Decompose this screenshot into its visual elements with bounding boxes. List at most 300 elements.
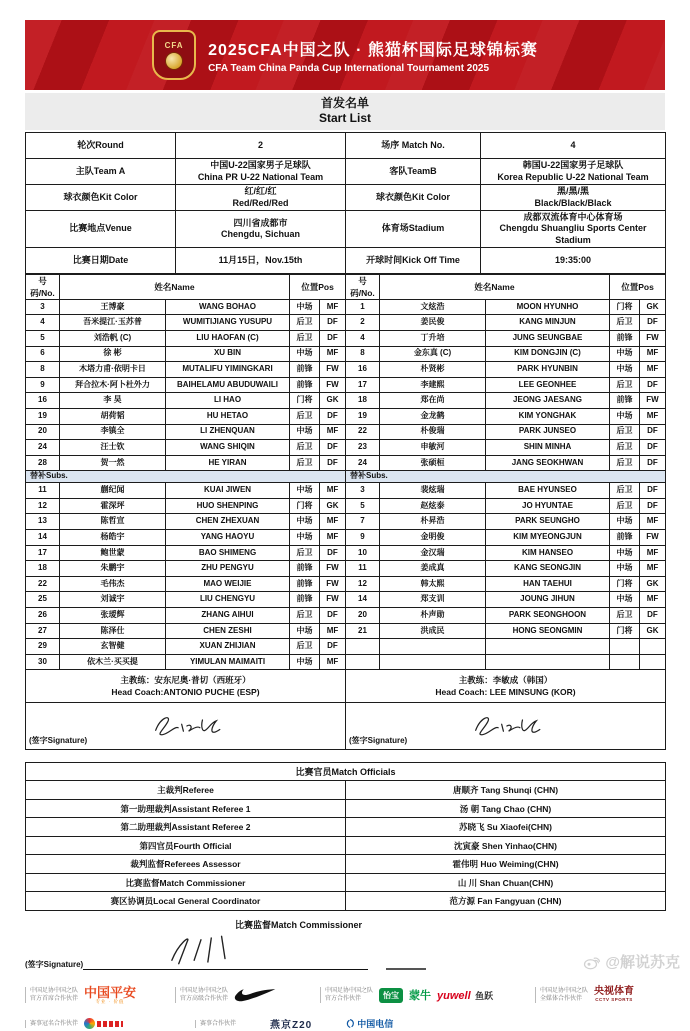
sponsor-caption-tier: 官方高级合作伙伴 [180,996,229,1003]
player-name-cn: 朱鹏宇 [60,561,166,577]
player-pos-cn: 后卫 [610,455,640,471]
section-title-bar [25,93,665,130]
player-name-cn: 吾米提江·玉苏普 [60,315,166,331]
sponsor-row-1 [25,986,665,1005]
official-role: 第一助理裁判Assistant Referee 1 [26,799,346,818]
player-pos-cn: 中场 [610,561,640,577]
player-pos-cn: 中场 [290,530,320,546]
player-row [26,362,346,378]
player-number: 9 [26,377,60,393]
player-row [26,455,346,471]
signature-label: (签字Signature) [349,735,408,745]
team-b-subs-band: 替补Subs. [346,471,666,483]
player-name-en: CHEN ZHEXUAN [166,514,290,530]
player-pos-en: FW [640,330,666,346]
player-pos-en: DF [320,639,346,655]
player-name-en: HAN TAEHUI [486,576,610,592]
weibo-icon [583,953,601,971]
player-name-en [486,639,610,655]
info-value: 19:35:00 [481,247,666,273]
player-number: 9 [346,530,380,546]
player-number: 4 [26,315,60,331]
player-name-en: PARK JUNSEO [486,424,610,440]
cfa-logo-text: CFA [164,40,184,50]
player-number: 1 [346,299,380,315]
player-pos-cn: 门将 [610,576,640,592]
sponsor-caption-tier: 赛事冠名合作伙伴 [30,1020,79,1027]
sponsor-caption-org: 中国足协中国之队 [30,988,79,995]
player-row [26,408,346,424]
player-pos-cn: 后卫 [290,440,320,456]
player-name-en: ZHU PENGYU [166,561,290,577]
section-title-en: Start List [318,111,371,125]
signature-line [83,955,368,970]
player-number: 13 [26,514,60,530]
sponsor-caption-org: 中国足协中国之队 [540,988,589,995]
info-label: 场序 Match No. [346,133,481,159]
player-pos-en: FW [640,530,666,546]
player-name-en: YIMULAN MAIMAITI [166,654,290,670]
player-pos-en: DF [640,440,666,456]
player-name-cn: 蒯纪闻 [60,483,166,499]
player-row [26,639,346,655]
player-pos-en: MF [320,346,346,362]
player-pos-en: MF [320,299,346,315]
sponsor-row-2 [25,1016,665,1031]
commissioner-signature-block [25,918,665,970]
player-name-cn: 朴昇浩 [380,514,486,530]
player-number: 7 [346,514,380,530]
signature-label: (签字Signature) [25,959,84,969]
player-name-cn: 拜合拉木·阿卜杜外力 [60,377,166,393]
player-number: 19 [26,408,60,424]
sponsor-caption-org: 中国足协中国之队 [325,988,374,995]
sponsor-caption-org: 中国足协中国之队 [180,988,229,995]
player-pos-cn: 中场 [290,424,320,440]
player-name-cn: 裴炫瑞 [380,483,486,499]
player-number [346,654,380,670]
china-telecom-logo: 中国电信 [346,1017,393,1030]
official-name: 唐顺齐 Tang Shunqi (CHN) [346,781,666,800]
officials-title: 比赛官员Match Officials [26,763,666,781]
player-name-en: BAE HYUNSEO [486,483,610,499]
player-pos-cn: 中场 [610,346,640,362]
player-pos-cn: 前锋 [290,576,320,592]
player-pos-en: FW [320,592,346,608]
official-row [26,818,666,837]
player-row [26,592,346,608]
player-name-en: BAIHELAMU ABUDUWAILI [166,377,290,393]
info-value: 成都双流体育中心体育场 Chengdu Shuangliu Sports Center Stadium [481,211,666,248]
player-pos-en: DF [320,408,346,424]
player-pos-en: FW [320,362,346,378]
player-pos-en: MF [320,514,346,530]
player-row [346,393,666,409]
info-value: 11月15日，Nov.15th [176,247,346,273]
match-info-row [26,159,666,185]
player-name-en: JO HYUNTAE [486,498,610,514]
player-number: 24 [346,455,380,471]
player-row [26,623,346,639]
player-name-cn: 张硕桓 [380,455,486,471]
player-name-en: KIM MYEONGJUN [486,530,610,546]
player-row [26,315,346,331]
player-row [26,377,346,393]
player-row [26,299,346,315]
player-pos-en: FW [320,576,346,592]
player-name-en: KANG MINJUN [486,315,610,331]
player-row [26,654,346,670]
player-number: 12 [346,576,380,592]
player-pos-en: MF [640,592,666,608]
official-row [26,836,666,855]
player-name-en: SHIN MINHA [486,440,610,456]
player-pos-en: MF [640,362,666,378]
player-pos-cn: 中场 [610,514,640,530]
player-number: 23 [346,440,380,456]
player-pos-cn [610,654,640,670]
player-row [26,346,346,362]
signature-label: (签字Signature) [29,735,88,745]
player-number: 19 [346,408,380,424]
official-name: 山 川 Shan Chuan(CHN) [346,873,666,892]
player-pos-en: DF [320,545,346,561]
player-name-en: HUO SHENPING [166,498,290,514]
player-name-cn: 刘浩帆 (C) [60,330,166,346]
player-name-en: KANG SEONGJIN [486,561,610,577]
match-info-row [26,133,666,159]
player-name-cn: 李建熙 [380,377,486,393]
player-pos-cn: 门将 [610,623,640,639]
player-number: 8 [26,362,60,378]
telecom-icon [346,1019,355,1028]
player-row [346,530,666,546]
player-pos-cn: 后卫 [610,315,640,331]
player-row [26,330,346,346]
player-pos-cn: 前锋 [610,530,640,546]
player-name-en: XUAN ZHIJIAN [166,639,290,655]
info-label: 开球时间Kick Off Time [346,247,481,273]
nike-swoosh-icon [234,988,276,1003]
player-number: 8 [346,346,380,362]
player-pos-cn: 门将 [290,498,320,514]
team-b-coach-en: Head Coach: LEE MINSUNG (KOR) [435,687,576,698]
player-row [26,393,346,409]
player-pos-cn: 后卫 [610,377,640,393]
player-pos-en: MF [320,654,346,670]
team-b-table [345,274,666,751]
player-row [26,608,346,624]
official-name: 范方源 Fan Fangyuan (CHN) [346,892,666,911]
tournament-banner [25,20,665,90]
official-name: 苏晓飞 Su Xiaofei(CHN) [346,818,666,837]
player-pos-en: GK [640,299,666,315]
player-number: 16 [346,362,380,378]
player-name-cn: 文炫浩 [380,299,486,315]
team-a-subs-band: 替补Subs. [26,471,346,483]
yanjing-logo: 燕京Z20 [270,1020,313,1031]
player-pos-cn: 中场 [290,299,320,315]
player-name-en: KIM DONGJIN (C) [486,346,610,362]
player-name-en: CHEN ZESHI [166,623,290,639]
col-name: 姓名Name [380,274,610,299]
player-name-cn: 姜民俊 [380,315,486,331]
player-name-en: BAO SHIMENG [166,545,290,561]
player-pos-en: DF [640,377,666,393]
player-name-en: JUNG SEUNGBAE [486,330,610,346]
player-name-cn: 陈泽仕 [60,623,166,639]
official-name: 霍伟明 Huo Weiming(CHN) [346,855,666,874]
player-name-cn: 胡荷韬 [60,408,166,424]
mengniu-logo: 蒙牛 [409,990,432,1003]
player-pos-cn: 前锋 [290,377,320,393]
official-role: 比赛监督Match Commissioner [26,873,346,892]
event-title-sponsor-logo [84,1018,123,1029]
player-pos-en: DF [640,424,666,440]
sponsor-caption-tier: 官方首席合作伙伴 [30,996,79,1003]
official-role: 第四官员Fourth Official [26,836,346,855]
player-name-en: ZHANG AIHUI [166,608,290,624]
player-row [346,424,666,440]
player-name-en: XU BIN [166,346,290,362]
player-pos-cn: 中场 [610,362,640,378]
player-pos-en: FW [640,393,666,409]
player-pos-en: MF [640,346,666,362]
player-number: 27 [26,623,60,639]
player-number: 12 [26,498,60,514]
player-name-en: MAO WEIJIE [166,576,290,592]
player-row [346,346,666,362]
player-pos-en: DF [640,483,666,499]
player-pos-en [640,654,666,670]
player-number: 28 [26,455,60,471]
player-row [346,639,666,655]
player-name-cn: 玄智健 [60,639,166,655]
match-info-row [26,185,666,211]
player-pos-en: MF [320,424,346,440]
coach-signature-scribble [147,713,225,739]
player-pos-cn: 后卫 [610,608,640,624]
player-name-en: MOON HYUNHO [486,299,610,315]
pingan-logo: 中国平安 专业 · 价值 [84,984,137,1004]
yuwell-logo: yuwell 鱼跃 [437,990,494,1003]
player-pos-cn: 后卫 [290,455,320,471]
player-name-cn: 刘诚宇 [60,592,166,608]
player-number: 2 [346,315,380,331]
player-row [346,455,666,471]
player-row [346,299,666,315]
player-pos-cn: 后卫 [290,545,320,561]
player-number: 22 [26,576,60,592]
player-name-cn: 汪士钦 [60,440,166,456]
player-name-en: MUTALIFU YIMINGKARI [166,362,290,378]
official-name: 汤 朝 Tang Chao (CHN) [346,799,666,818]
official-row [26,855,666,874]
player-number: 16 [26,393,60,409]
player-pos-cn: 门将 [610,299,640,315]
officials-header-row [26,763,666,781]
player-name-en: WANG SHIQIN [166,440,290,456]
player-name-en: WANG BOHAO [166,299,290,315]
player-row [26,440,346,456]
coach-signature-scribble [467,713,545,739]
player-name-en: KIM HANSEO [486,545,610,561]
player-name-cn: 朴俊瑞 [380,424,486,440]
tournament-title-en: CFA Team China Panda Cup International Tournament 2025 [208,62,490,74]
info-label: 轮次Round [26,133,176,159]
player-name-cn: 郑在尚 [380,393,486,409]
player-name-en: LI HAO [166,393,290,409]
player-pos-en: DF [320,330,346,346]
player-pos-cn: 中场 [290,514,320,530]
player-pos-cn: 前锋 [290,592,320,608]
player-name-cn: 洪成民 [380,623,486,639]
team-a-signature-row [26,703,346,750]
player-row [26,514,346,530]
col-pos: 位置Pos [290,274,346,299]
player-pos-en: FW [320,561,346,577]
player-pos-cn: 前锋 [290,561,320,577]
watermark-text: @解说苏克 [605,954,680,971]
player-pos-en: MF [640,408,666,424]
start-list-sheet [25,20,665,1031]
player-name-en: LEE GEONHEE [486,377,610,393]
player-row [346,440,666,456]
info-label: 比赛日期Date [26,247,176,273]
player-row [26,545,346,561]
info-value: 红/红/红 Red/Red/Red [176,185,346,211]
player-number: 22 [346,424,380,440]
player-number: 25 [26,592,60,608]
player-pos-en: GK [640,623,666,639]
match-info-row [26,211,666,248]
player-pos-cn: 后卫 [290,330,320,346]
info-label: 主队Team A [26,159,176,185]
player-row [346,408,666,424]
sponsor-media [535,987,660,1003]
player-name-cn: 姜成真 [380,561,486,577]
player-pos-cn: 门将 [290,393,320,409]
col-name: 姓名Name [60,274,290,299]
player-pos-cn: 后卫 [610,483,640,499]
player-name-en: KIM YONGHAK [486,408,610,424]
player-row [26,561,346,577]
player-name-cn: 李镇全 [60,424,166,440]
player-pos-cn [610,639,640,655]
player-row [346,654,666,670]
col-number: 号码/No. [346,274,380,299]
player-pos-cn: 前锋 [290,362,320,378]
player-pos-en [640,639,666,655]
cfa-logo [152,30,196,80]
player-name-cn: 张瑷辉 [60,608,166,624]
player-pos-en: GK [320,498,346,514]
player-name-cn: 杨皓宇 [60,530,166,546]
player-pos-en: DF [320,315,346,331]
player-name-cn: 金汉瑞 [380,545,486,561]
player-name-en: WUMITIJIANG YUSUPU [166,315,290,331]
player-row [346,623,666,639]
team-a-coach-en: Head Coach:ANTONIO PUCHE (ESP) [111,687,260,698]
team-a-coach-row [26,670,346,703]
sponsor-official [320,986,535,1004]
player-number: 3 [346,483,380,499]
player-number: 4 [346,330,380,346]
player-number: 18 [26,561,60,577]
player-name-cn: 金东真 (C) [380,346,486,362]
sponsor-senior [175,987,320,1003]
player-pos-cn: 后卫 [610,424,640,440]
yibao-logo: 怡宝 [379,988,403,1003]
player-pos-cn: 中场 [290,654,320,670]
team-a-coach-cn: 主教练：安东尼奥·普切（西班牙） [120,674,251,685]
info-value: 黑/黑/黑 Black/Black/Black [481,185,666,211]
player-row [346,576,666,592]
player-row [346,608,666,624]
player-name-en [486,654,610,670]
section-title-cn: 首发名单 [320,96,369,110]
player-number: 10 [346,545,380,561]
match-info-row [26,247,666,273]
player-name-cn: 丁升培 [380,330,486,346]
match-officials-table [25,762,666,911]
team-b-header-row [346,274,666,299]
player-name-cn: 依木兰·买买提 [60,654,166,670]
player-pos-en: DF [640,498,666,514]
player-pos-en: DF [320,440,346,456]
player-number: 24 [26,440,60,456]
weibo-watermark [583,951,680,972]
sponsor-chief [25,986,175,1005]
player-number: 18 [346,393,380,409]
info-label: 客队TeamB [346,159,481,185]
banner-titles [208,37,538,74]
col-pos: 位置Pos [610,274,666,299]
player-name-cn: 赵炫泰 [380,498,486,514]
player-pos-cn: 后卫 [290,639,320,655]
player-name-en: LI ZHENQUAN [166,424,290,440]
pingan-tagline: 专业 · 价值 [95,998,125,1004]
player-row [346,561,666,577]
player-row [346,483,666,499]
player-row [346,592,666,608]
player-number: 17 [26,545,60,561]
commissioner-signature-scribble [153,931,273,969]
player-row [346,330,666,346]
official-row [26,781,666,800]
player-pos-en: MF [320,623,346,639]
player-name-cn: 徐 彬 [60,346,166,362]
player-number: 17 [346,377,380,393]
player-pos-en: MF [640,561,666,577]
official-role: 裁判监督Referees Assessor [26,855,346,874]
player-name-cn: 申敏河 [380,440,486,456]
player-number: 14 [26,530,60,546]
player-row [26,530,346,546]
info-value: 四川省成都市 Chengdu, Sichuan [176,211,346,248]
player-name-en: PARK SEONGHOON [486,608,610,624]
player-number: 5 [346,498,380,514]
player-name-en: JEONG JAESANG [486,393,610,409]
player-name-cn: 金龙鹤 [380,408,486,424]
football-icon [165,52,183,70]
player-name-en: HONG SEONGMIN [486,623,610,639]
sponsor-caption-tier: 全媒体合作伙伴 [540,996,583,1003]
official-row [26,892,666,911]
player-name-en: LIU CHENGYU [166,592,290,608]
player-pos-cn: 中场 [290,346,320,362]
player-pos-en: MF [640,514,666,530]
